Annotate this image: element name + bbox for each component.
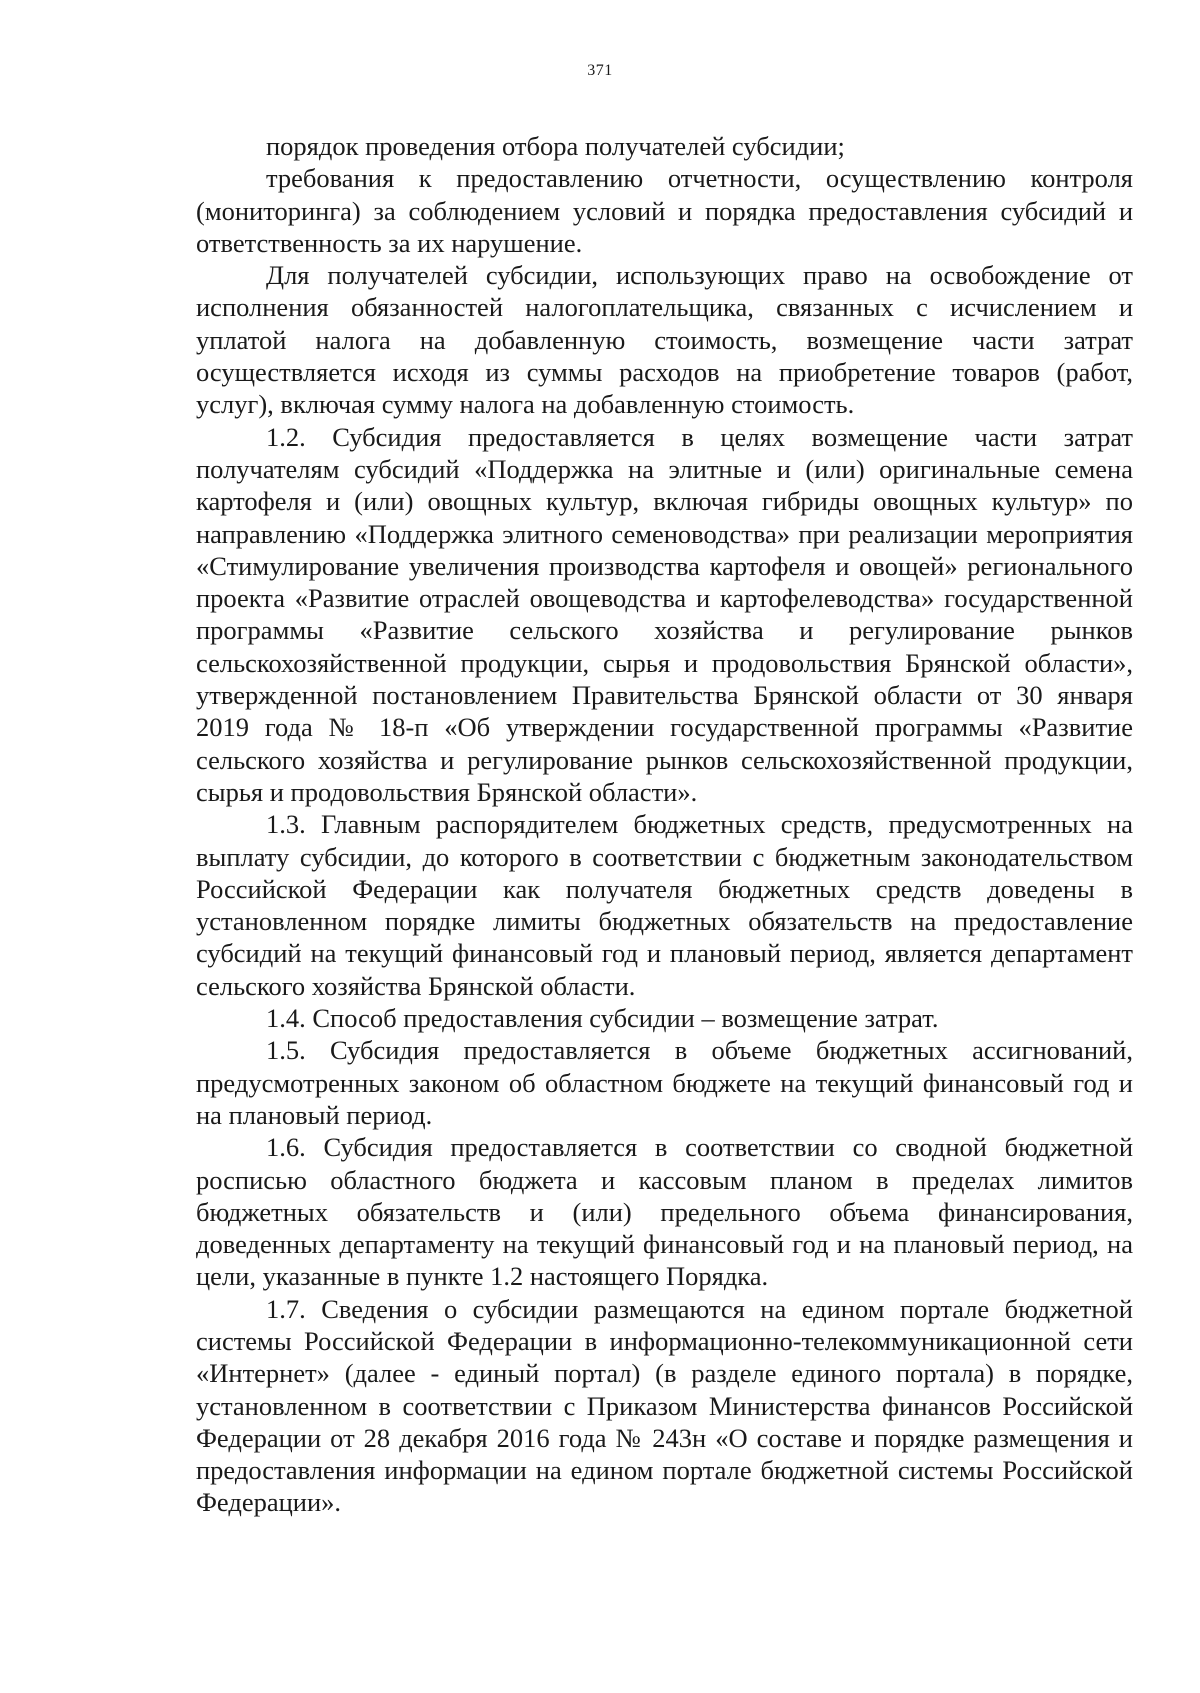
paragraph-vat-exemption: Для получателей субсидии, использующих право на освобождение от исполнения обязанностей налогоплательщика, связанных с исчислением и уплатой налога на добавленную стоимость, возмещение части затрат осуществляется исходя из суммы расходов на приобретение товаров (работ, услуг), включая сумму налога на добавленную стоимость. — [196, 260, 1133, 420]
paragraph-1-4: 1.4. Способ предоставления субсидии – возмещение затрат. — [266, 1003, 939, 1034]
paragraph-1-7: 1.7. Сведения о субсидии размещаются на едином портале бюджетной системы Российской Федерации в информационно-телекоммуникационной сети «Интернет» (далее - единый портал) (в разделе единого портала) в порядке, установленном в соответствии с Приказом Министерства финансов Российской Федерации от 28 декабря 2016 года № 243н «О составе и порядке размещения и предоставления информации на едином портале бюджетной системы Российской Федерации». — [196, 1293, 1133, 1518]
paragraph-1-3: 1.3. Главным распорядителем бюджетных средств, предусмотренных на выплату субсидии, до которого в соответствии с бюджетным законодательством Российской Федерации как получателя бюджетных средств доведены в установленном порядке лимиты бюджетных обязательств на предоставление субсидий на текущий финансовый год и плановый период, является департамент сельского хозяйства Брянской области. — [196, 809, 1133, 1001]
paragraph-selection-procedure: порядок проведения отбора получателей субсидии; — [266, 131, 845, 161]
document-body — [196, 130, 1133, 1519]
paragraph-1-6: 1.6. Субсидия предоставляется в соответствии со сводной бюджетной росписью областного бюджета и кассовым планом в пределах лимитов бюджетных обязательств и (или) предельного объема финансирования, доведенных департаменту на текущий финансовый год и на плановый период, на цели, указанные в пункте 1.2 настоящего Порядка. — [196, 1132, 1133, 1292]
paragraph-reporting-requirements: требования к предоставлению отчетности, осуществлению контроля (мониторинга) за соблюдением условий и порядка предоставления субсидий и ответственность за их нарушение. — [196, 163, 1133, 258]
paragraph-1-2: 1.2. Субсидия предоставляется в целях возмещение части затрат получателям субсидий «Поддержка на элитные и (или) оригинальные семена картофеля и (или) овощных культур, включая гибриды овощных культур» по направлению «Поддержка элитного семеноводства» при реализации мероприятия «Стимулирование увеличения производства картофеля и овощей» регионального проекта «Развитие отраслей овощеводства и картофелеводства» государственной программы «Развитие сельского хозяйства и регулирование рынков сельскохозяйственной продукции, сырья и продовольствия Брянской области», утвержденной постановлением Правительства Брянской области от 30 января 2019 года № 18-п «Об утверждении государственной программы «Развитие сельского хозяйства и регулирование рынков сельскохозяйственной продукции, сырья и продовольствия Брянской области». — [196, 421, 1133, 807]
paragraph-1-5: 1.5. Субсидия предоставляется в объеме бюджетных ассигнований, предусмотренных законом об областном бюджете на текущий финансовый год и на плановый период. — [196, 1035, 1133, 1130]
page-number: 371 — [587, 62, 613, 79]
